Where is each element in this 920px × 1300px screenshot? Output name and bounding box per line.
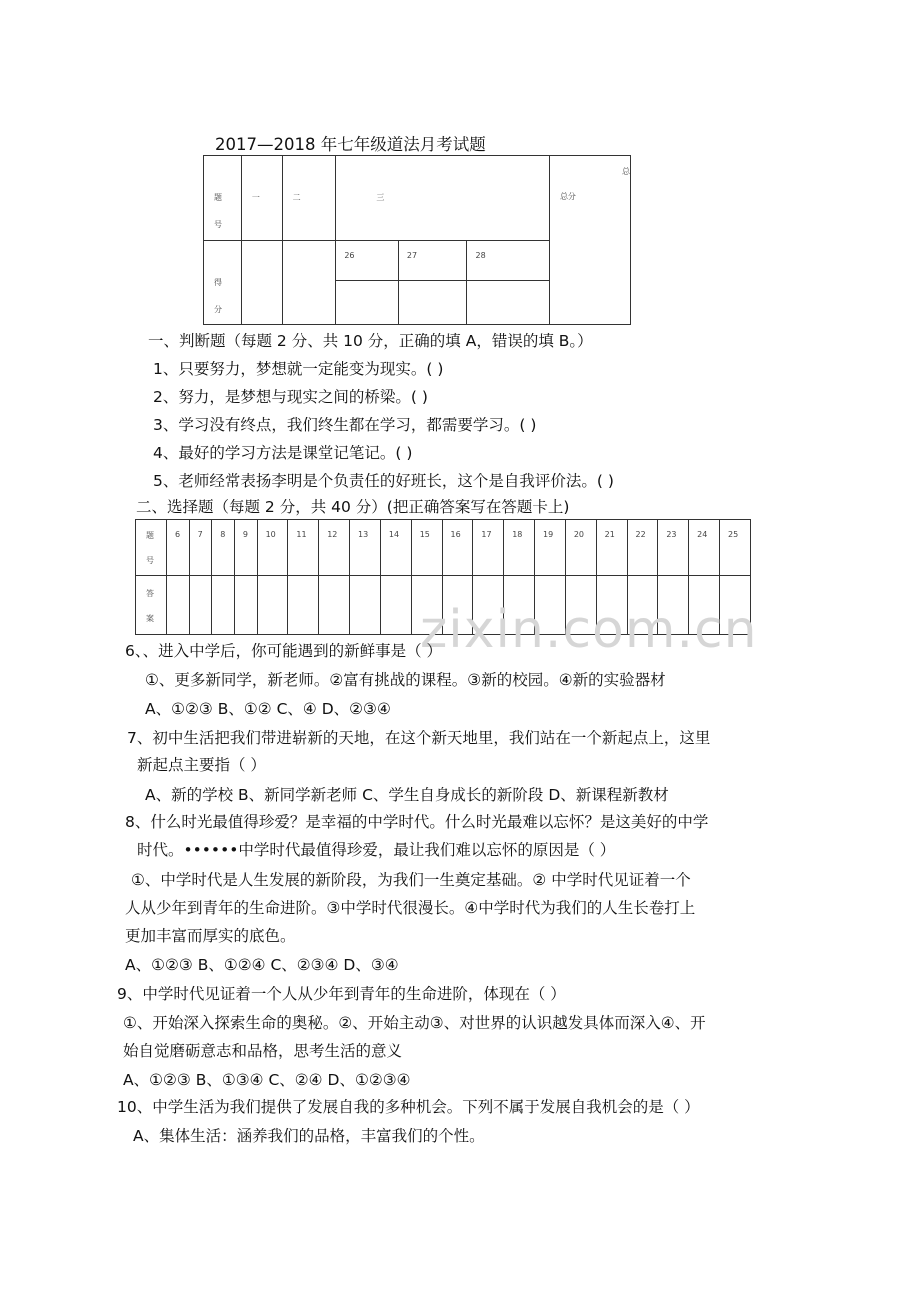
score-label-de: 得 — [214, 278, 222, 287]
score-label-hao: 号 — [214, 220, 222, 229]
q6-statements: ①、更多新同学，新老师。②富有挑战的课程。③新的校园。④新的实验器材 — [145, 671, 666, 689]
score-sub-26-blank[interactable] — [336, 281, 399, 325]
score-sub-27-blank[interactable] — [398, 281, 467, 325]
q9-stem: 9、中学时代见证着一个人从少年到青年的生命进阶，体现在（ ） — [117, 985, 566, 1003]
q8-stem-1: 8、什么时光最值得珍爱？是幸福的中学时代。什么时光最难以忘怀？是这美好的中学 — [125, 813, 709, 831]
answer-number-cell — [350, 520, 381, 576]
answer-number-label: 16 — [450, 530, 461, 539]
score-col-2 — [282, 156, 336, 241]
answer-number-cell — [167, 520, 190, 576]
answer-number-cell — [411, 520, 442, 576]
score-label-ti: 题 — [214, 193, 222, 202]
q7-stem-1: 7、初中生活把我们带进崭新的天地，在这个新天地里，我们站在一个新起点上，这里 — [127, 729, 711, 747]
answer-table-a-label — [136, 576, 167, 635]
answer-number-label: 12 — [327, 530, 338, 539]
answer-number-label: 22 — [635, 530, 646, 539]
answer-number-cell — [234, 520, 257, 576]
score-col-3-label: 三 — [376, 193, 385, 202]
score-col-2-label: 二 — [292, 193, 301, 202]
score-col-1-label: 一 — [251, 193, 260, 202]
score-sub-26 — [336, 241, 399, 281]
q9-statements-2: 始自觉磨砺意志和品格，思考生活的意义 — [123, 1042, 403, 1060]
watermark: zixin.com.cn — [420, 600, 758, 660]
answer-number-label: 11 — [296, 530, 307, 539]
score-table-label-cell — [204, 156, 242, 241]
answer-number-cell — [504, 520, 535, 576]
answer-number-label: 24 — [697, 530, 708, 539]
q8-statements-3: 更加丰富而厚实的底色。 — [125, 927, 296, 945]
answer-number-label: 8 — [220, 530, 226, 539]
answer-blank-cell[interactable] — [167, 576, 190, 635]
answer-label-da: 答 — [146, 589, 154, 599]
answer-number-label: 15 — [419, 530, 430, 539]
score-sub-28-label: 28 — [475, 251, 486, 260]
answer-blank-cell[interactable] — [189, 576, 212, 635]
score-col-3 — [336, 156, 550, 241]
answer-number-label: 17 — [481, 530, 492, 539]
answer-label-ti: 题 — [146, 531, 154, 540]
q6-stem: 6、、进入中学后，你可能遇到的新鲜事是（ ） — [125, 642, 443, 660]
judge-item-4: 4、最好的学习方法是课堂记笔记。( ) — [153, 444, 413, 462]
section1-heading: 一、判断题（每题 2 分、共 10 分，正确的填 A，错误的填 B。） — [148, 332, 593, 350]
answer-number-label: 25 — [727, 530, 739, 539]
score-total-cell — [549, 156, 630, 325]
score-total-label: 总分 — [559, 192, 576, 201]
score-blank-1[interactable] — [241, 241, 282, 325]
score-col-1 — [241, 156, 282, 241]
answer-number-cell — [257, 520, 288, 576]
section2-heading: 二、选择题（每题 2 分，共 40 分）(把正确答案写在答题卡上) — [136, 498, 570, 516]
answer-number-label: 19 — [543, 530, 554, 539]
answer-number-label: 10 — [265, 530, 276, 539]
answer-number-cell — [535, 520, 566, 576]
q8-statements-1: ①、中学时代是人生发展的新阶段，为我们一生奠定基础。② 中学时代见证着一个 — [131, 871, 691, 889]
answer-number-label: 21 — [604, 530, 615, 539]
answer-number-cell — [658, 520, 689, 576]
answer-number-label: 23 — [666, 530, 677, 539]
answer-blank-cell[interactable] — [350, 576, 381, 635]
answer-number-cell — [473, 520, 504, 576]
answer-number-cell — [565, 520, 596, 576]
answer-number-label: 7 — [197, 530, 203, 539]
q7-options: A、新的学校 B、新同学新老师 C、学生自身成长的新阶段 D、新课程新教材 — [145, 786, 669, 804]
answer-number-label: 6 — [175, 530, 181, 539]
answer-blank-cell[interactable] — [319, 576, 350, 635]
answer-number-label: 14 — [388, 530, 400, 539]
q10-stem: 10、中学生活为我们提供了发展自我的多种机会。下列不属于发展自我机会的是（ ） — [117, 1098, 700, 1116]
page-title: 2017—2018 年七年级道法月考试题 — [215, 135, 486, 154]
score-sub-26-label: 26 — [344, 251, 355, 260]
q10-option-a: A、集体生活：涵养我们的品格，丰富我们的个性。 — [133, 1127, 485, 1145]
answer-number-cell — [380, 520, 411, 576]
q9-options: A、①②③ B、①③④ C、②④ D、①②③④ — [123, 1071, 411, 1089]
answer-number-label: 18 — [512, 530, 523, 539]
answer-table-q-label — [136, 520, 167, 576]
q6-options: A、①②③ B、①② C、④ D、②③④ — [145, 700, 391, 718]
answer-label-hao: 号 — [146, 556, 154, 565]
answer-number-cell — [212, 520, 235, 576]
score-label-fen: 分 — [214, 305, 222, 314]
answer-number-cell — [719, 520, 750, 576]
score-table — [203, 155, 631, 325]
score-sub-27-label: 27 — [406, 251, 418, 260]
judge-item-2: 2、努力，是梦想与现实之间的桥梁。( ) — [153, 388, 428, 406]
score-total-corner: 总 — [621, 167, 630, 176]
q8-statements-2: 人从少年到青年的生命进阶。③中学时代很漫长。④中学时代为我们的人生长卷打上 — [125, 899, 696, 917]
answer-blank-cell[interactable] — [234, 576, 257, 635]
answer-number-cell — [288, 520, 319, 576]
judge-item-3: 3、学习没有终点，我们终生都在学习，都需要学习。( ) — [153, 416, 537, 434]
answer-number-cell — [189, 520, 212, 576]
answer-blank-cell[interactable] — [212, 576, 235, 635]
answer-number-cell — [319, 520, 350, 576]
answer-blank-cell[interactable] — [257, 576, 288, 635]
answer-number-cell — [596, 520, 627, 576]
q9-statements-1: ①、开始深入探索生命的奥秘。②、开始主动③、对世界的认识越发具体而深入④、开 — [123, 1014, 706, 1032]
answer-number-label: 20 — [573, 530, 585, 539]
q8-stem-2: 时代。••••••中学时代最值得珍爱，最让我们难以忘怀的原因是（ ） — [137, 841, 616, 859]
judge-item-5: 5、老师经常表扬李明是个负责任的好班长，这个是自我评价法。( ) — [153, 472, 614, 490]
answer-number-cell — [442, 520, 473, 576]
score-sub-28-blank[interactable] — [467, 281, 549, 325]
answer-number-label: 9 — [242, 530, 249, 539]
score-row2-label-cell — [204, 241, 242, 325]
answer-label-an: 案 — [146, 614, 154, 624]
judge-item-1: 1、只要努力，梦想就一定能变为现实。( ) — [153, 360, 444, 378]
q8-options: A、①②③ B、①②④ C、②③④ D、③④ — [125, 956, 399, 974]
answer-number-cell — [627, 520, 658, 576]
answer-number-label: 13 — [358, 530, 369, 539]
score-sub-28 — [467, 241, 549, 281]
answer-blank-cell[interactable] — [380, 576, 411, 635]
score-sub-27 — [398, 241, 467, 281]
score-blank-2[interactable] — [282, 241, 336, 325]
q7-stem-2: 新起点主要指（ ） — [137, 756, 266, 774]
answer-number-cell — [689, 520, 720, 576]
answer-blank-cell[interactable] — [288, 576, 319, 635]
